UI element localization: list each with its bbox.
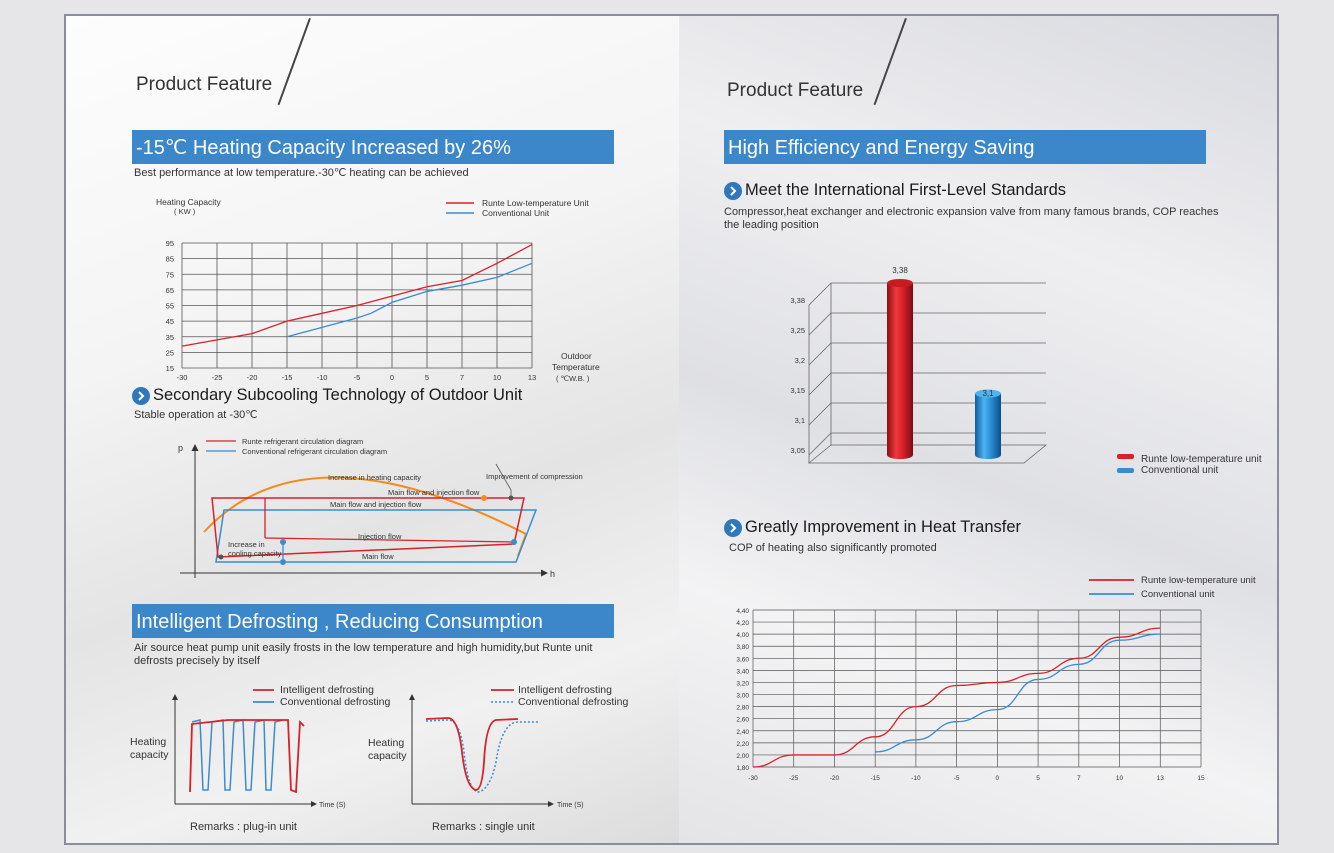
- chart1-x-ticks: [177, 373, 537, 382]
- line-chart-x-tick-label: 15: [1197, 775, 1205, 782]
- defrost2-ylabel-2: capacity: [368, 750, 407, 762]
- chart1-legend-conv: Conventional Unit: [482, 208, 550, 218]
- bar-conventional-base: [975, 451, 1001, 459]
- chart1-y-tick-label: 25: [165, 348, 174, 358]
- bar-y-tick-label: 3,15: [790, 386, 805, 395]
- defrost2-xlabel: Time (S): [557, 802, 584, 809]
- defrost1-remark: Remarks : plug-in unit: [190, 821, 297, 833]
- line-chart-y-ticks: [736, 608, 749, 772]
- line-chart-x-tick-label: 0: [995, 775, 1000, 782]
- diagram-legend-runte: Runte refrigerant circulation diagram: [242, 437, 364, 446]
- diagram-main-injection-flow-1: Main flow and injection flow: [388, 488, 480, 497]
- line-chart-y-tick-label: 2,40: [736, 728, 749, 736]
- bar-y-tick-label: 3,25: [790, 326, 805, 335]
- bar-chart-y-ticks: [790, 296, 805, 455]
- banner-defrost-subtitle-1: Air source heat pump unit easily frosts in the low temperature and high humidity,but Runte unit: [134, 642, 593, 654]
- diagram-increase-cooling-2: cooling capacity: [228, 549, 282, 558]
- bar-legend-conv: Conventional unit: [1141, 465, 1219, 476]
- heating-capacity-chart: [146, 191, 616, 383]
- chart1-x-tick-label: 5: [424, 373, 430, 382]
- chart1-y-tick-label: 85: [165, 254, 174, 264]
- bar-runte-top: [887, 279, 913, 287]
- left-title-slash: [278, 18, 311, 105]
- chart1-x-tick-label: 7: [459, 373, 465, 382]
- bar-conventional: [975, 394, 1001, 455]
- diagram-improvement-compression: Improvement of compression: [486, 472, 583, 481]
- chart1-x-tick-label: -30: [176, 373, 188, 382]
- line-chart-x-tick-label: -30: [748, 775, 758, 782]
- chart1-y-tick-label: 75: [165, 270, 174, 280]
- diagram-point: [481, 495, 487, 501]
- bar-runte: [887, 283, 913, 455]
- defrost2-remark: Remarks : single unit: [432, 821, 535, 833]
- diagram-injection-flow: Injection flow: [358, 532, 402, 541]
- chevron-right-icon: [724, 519, 742, 537]
- banner-high-efficiency: High Efficiency and Energy Saving: [724, 130, 1206, 164]
- bar-legend-runte: Runte low-temperature unit: [1141, 454, 1262, 465]
- line-chart-x-tick-label: -15: [870, 775, 880, 782]
- chart1-xlabel-2: Temperature: [552, 362, 600, 372]
- banner-heating-capacity: -15℃ Heating Capacity Increased by 26%: [132, 130, 614, 164]
- line-chart-y-tick-label: 4,40: [736, 608, 749, 615]
- right-title-slash: [874, 18, 907, 105]
- bar-y-tick-label: 3,38: [790, 296, 805, 305]
- right-page: [679, 16, 1277, 843]
- diagram-increase-heating: Increase in heating capacity: [328, 473, 421, 482]
- chevron-right-icon: [132, 387, 150, 405]
- defrost-plugin-chart: [128, 682, 391, 833]
- bar-runte-base: [887, 451, 913, 459]
- right-product-feature-title: Product Feature: [727, 80, 864, 101]
- line-chart-x-tick-label: -5: [953, 775, 960, 782]
- diagram-main-flow: Main flow: [362, 552, 394, 561]
- line-chart-y-tick-label: 4,20: [736, 620, 749, 628]
- section-subcooling-subtitle: Stable operation at -30℃: [134, 409, 258, 421]
- bar-legend-conv-swatch: [1117, 468, 1134, 473]
- cop-bar-chart: [769, 248, 1262, 468]
- diagram-point: [511, 539, 517, 545]
- bar-y-tick-label: 3,2: [794, 356, 805, 365]
- bar-y-tick-label: 3,1: [794, 416, 805, 425]
- bar-gridline-side: [809, 283, 831, 305]
- line-chart-y-tick-label: 2,60: [736, 716, 749, 724]
- chevron-right-icon: [724, 182, 742, 200]
- defrost1-conventional-curve: [192, 720, 283, 790]
- bar-runte-value-label: 3,38: [892, 266, 908, 275]
- chart1-y-ticks: [166, 239, 174, 373]
- defrost1-ylabel-1: Heating: [130, 736, 167, 748]
- section-first-level-title: Meet the International First-Level Standards: [745, 181, 1067, 199]
- defrost2-legend-conv: Conventional defrosting: [518, 696, 629, 708]
- chart1-xlabel-1: Outdoor: [561, 351, 592, 361]
- line-chart-grid: [753, 610, 1201, 767]
- chart1-y-tick-label: 55: [165, 301, 174, 311]
- banner-heating-subtitle: Best performance at low temperature.-30℃ heating can be achieved: [134, 167, 469, 179]
- bar-floor: [809, 445, 1046, 463]
- chart1-x-tick-label: 10: [492, 373, 502, 382]
- chart1-y-tick-label: 45: [165, 317, 174, 327]
- left-product-feature-title: Product Feature: [136, 74, 273, 95]
- bar-conv-value-label: 3,1: [982, 389, 994, 398]
- line-chart-x-tick-label: -25: [789, 775, 799, 782]
- section-heat-transfer-subtitle: COP of heating also significantly promoted: [729, 542, 937, 554]
- section-subcooling-title: Secondary Subcooling Technology of Outdoor Unit: [153, 386, 523, 404]
- section-heat-transfer-heading: [724, 518, 1021, 537]
- defrost1-intelligent-curve: [190, 720, 304, 792]
- chart1-y-tick-label: 95: [165, 239, 174, 248]
- diagram-point: [280, 539, 286, 545]
- line-chart-x-tick-label: 13: [1156, 775, 1164, 782]
- bar-chart-bars: [887, 279, 1001, 459]
- banner-defrost-subtitle-2: defrosts precisely by itself: [134, 655, 260, 667]
- section-first-level-subtitle-1: Compressor,heat exchanger and electronic expansion valve from many famous brands, COP reaches: [724, 206, 1219, 218]
- diagram-point: [219, 555, 224, 560]
- line-chart-x-tick-label: 5: [1036, 775, 1040, 782]
- diagram-main-injection-flow-2: Main flow and injection flow: [330, 500, 422, 509]
- chart1-yunit: ( KW ): [174, 207, 196, 216]
- chart1-x-tick-label: -5: [353, 373, 361, 382]
- chart1-ylabel: Heating Capacity: [156, 197, 221, 207]
- line-chart-y-tick-label: 2,00: [736, 752, 749, 760]
- line-chart-x-tick-label: -20: [829, 775, 840, 782]
- chart1-y-tick-label: 15: [165, 364, 174, 373]
- line-chart-y-tick-label: 3,40: [736, 668, 749, 676]
- chart1-xlabel-3: ( ℃W.B. ): [556, 374, 590, 383]
- line-chart-y-tick-label: 3,20: [736, 680, 749, 688]
- line-chart-x-tick-label: -10: [911, 775, 921, 782]
- line-legend-runte: Runte low-temperature unit: [1141, 575, 1256, 586]
- diagram-point: [280, 559, 286, 565]
- chart1-x-tick-label: 13: [527, 373, 537, 382]
- line-chart-conventional-line: [875, 634, 1160, 752]
- defrost1-xlabel: Time (S): [319, 802, 346, 809]
- line-chart-y-tick-label: 3,00: [736, 692, 749, 700]
- diagram-increase-cooling-1: Increase in: [228, 540, 265, 549]
- bar-gridline-side: [809, 313, 831, 335]
- line-chart-y-tick-label: 1,80: [736, 765, 749, 772]
- bar-gridline-side: [809, 433, 831, 455]
- chart1-x-tick-label: -25: [211, 373, 223, 382]
- bar-gridline-side: [809, 403, 831, 425]
- diagram-legend-conv: Conventional refrigerant circulation diagram: [242, 447, 388, 456]
- chart1-x-tick-label: -15: [281, 373, 293, 382]
- defrost2-intelligent-curve: [426, 718, 518, 790]
- defrost1-ylabel-2: capacity: [130, 749, 169, 761]
- defrost2-ylabel-1: Heating: [368, 737, 405, 749]
- bar-legend-runte-swatch: [1117, 454, 1134, 459]
- bar-gridline-side: [809, 343, 831, 365]
- line-chart-x-tick-label: 10: [1115, 775, 1124, 782]
- line-chart-y-tick-label: 3,80: [736, 644, 749, 652]
- line-chart-y-tick-label: 2,20: [736, 740, 749, 748]
- line-legend-conv: Conventional unit: [1141, 589, 1215, 600]
- chart1-y-tick-label: 35: [165, 332, 174, 342]
- defrost2-legend-intel: Intelligent defrosting: [518, 684, 612, 696]
- diagram-p-label: p: [178, 443, 184, 453]
- banner-intelligent-defrosting: Intelligent Defrosting , Reducing Consumption: [132, 604, 614, 638]
- chart1-x-tick-label: -10: [316, 373, 328, 382]
- brochure-frame: [64, 14, 1279, 845]
- section-first-level-subtitle-2: the leading position: [724, 219, 819, 231]
- defrost-single-chart: [368, 682, 658, 833]
- chart1-x-tick-label: 0: [389, 373, 395, 382]
- chart1-y-tick-label: 65: [165, 285, 174, 295]
- defrost1-legend-conv: Conventional defrosting: [280, 696, 391, 708]
- cop-line-chart: [729, 570, 1279, 782]
- section-heat-transfer-title: Greatly Improvement in Heat Transfer: [745, 518, 1022, 536]
- line-chart-x-ticks: [748, 775, 1205, 782]
- defrost1-legend-intel: Intelligent defrosting: [280, 684, 374, 696]
- line-chart-y-tick-label: 4,00: [736, 632, 749, 640]
- chart1-legend-runte: Runte Low-temperature Unit: [482, 198, 589, 208]
- bar-chart-grid: [809, 283, 1046, 463]
- line-chart-y-tick-label: 3,60: [736, 656, 749, 664]
- refrigerant-ph-diagram: [166, 434, 596, 584]
- chart1-x-tick-label: -20: [246, 373, 258, 382]
- section-subcooling-heading: [132, 386, 522, 405]
- bar-gridline-side: [809, 373, 831, 395]
- diagram-h-label: h: [550, 569, 556, 579]
- left-page: [66, 16, 679, 843]
- section-first-level-heading: [724, 181, 1066, 200]
- bar-y-tick-label: 3,05: [790, 446, 805, 455]
- line-chart-x-tick-label: 7: [1077, 775, 1081, 782]
- line-chart-y-tick-label: 2,80: [736, 704, 749, 712]
